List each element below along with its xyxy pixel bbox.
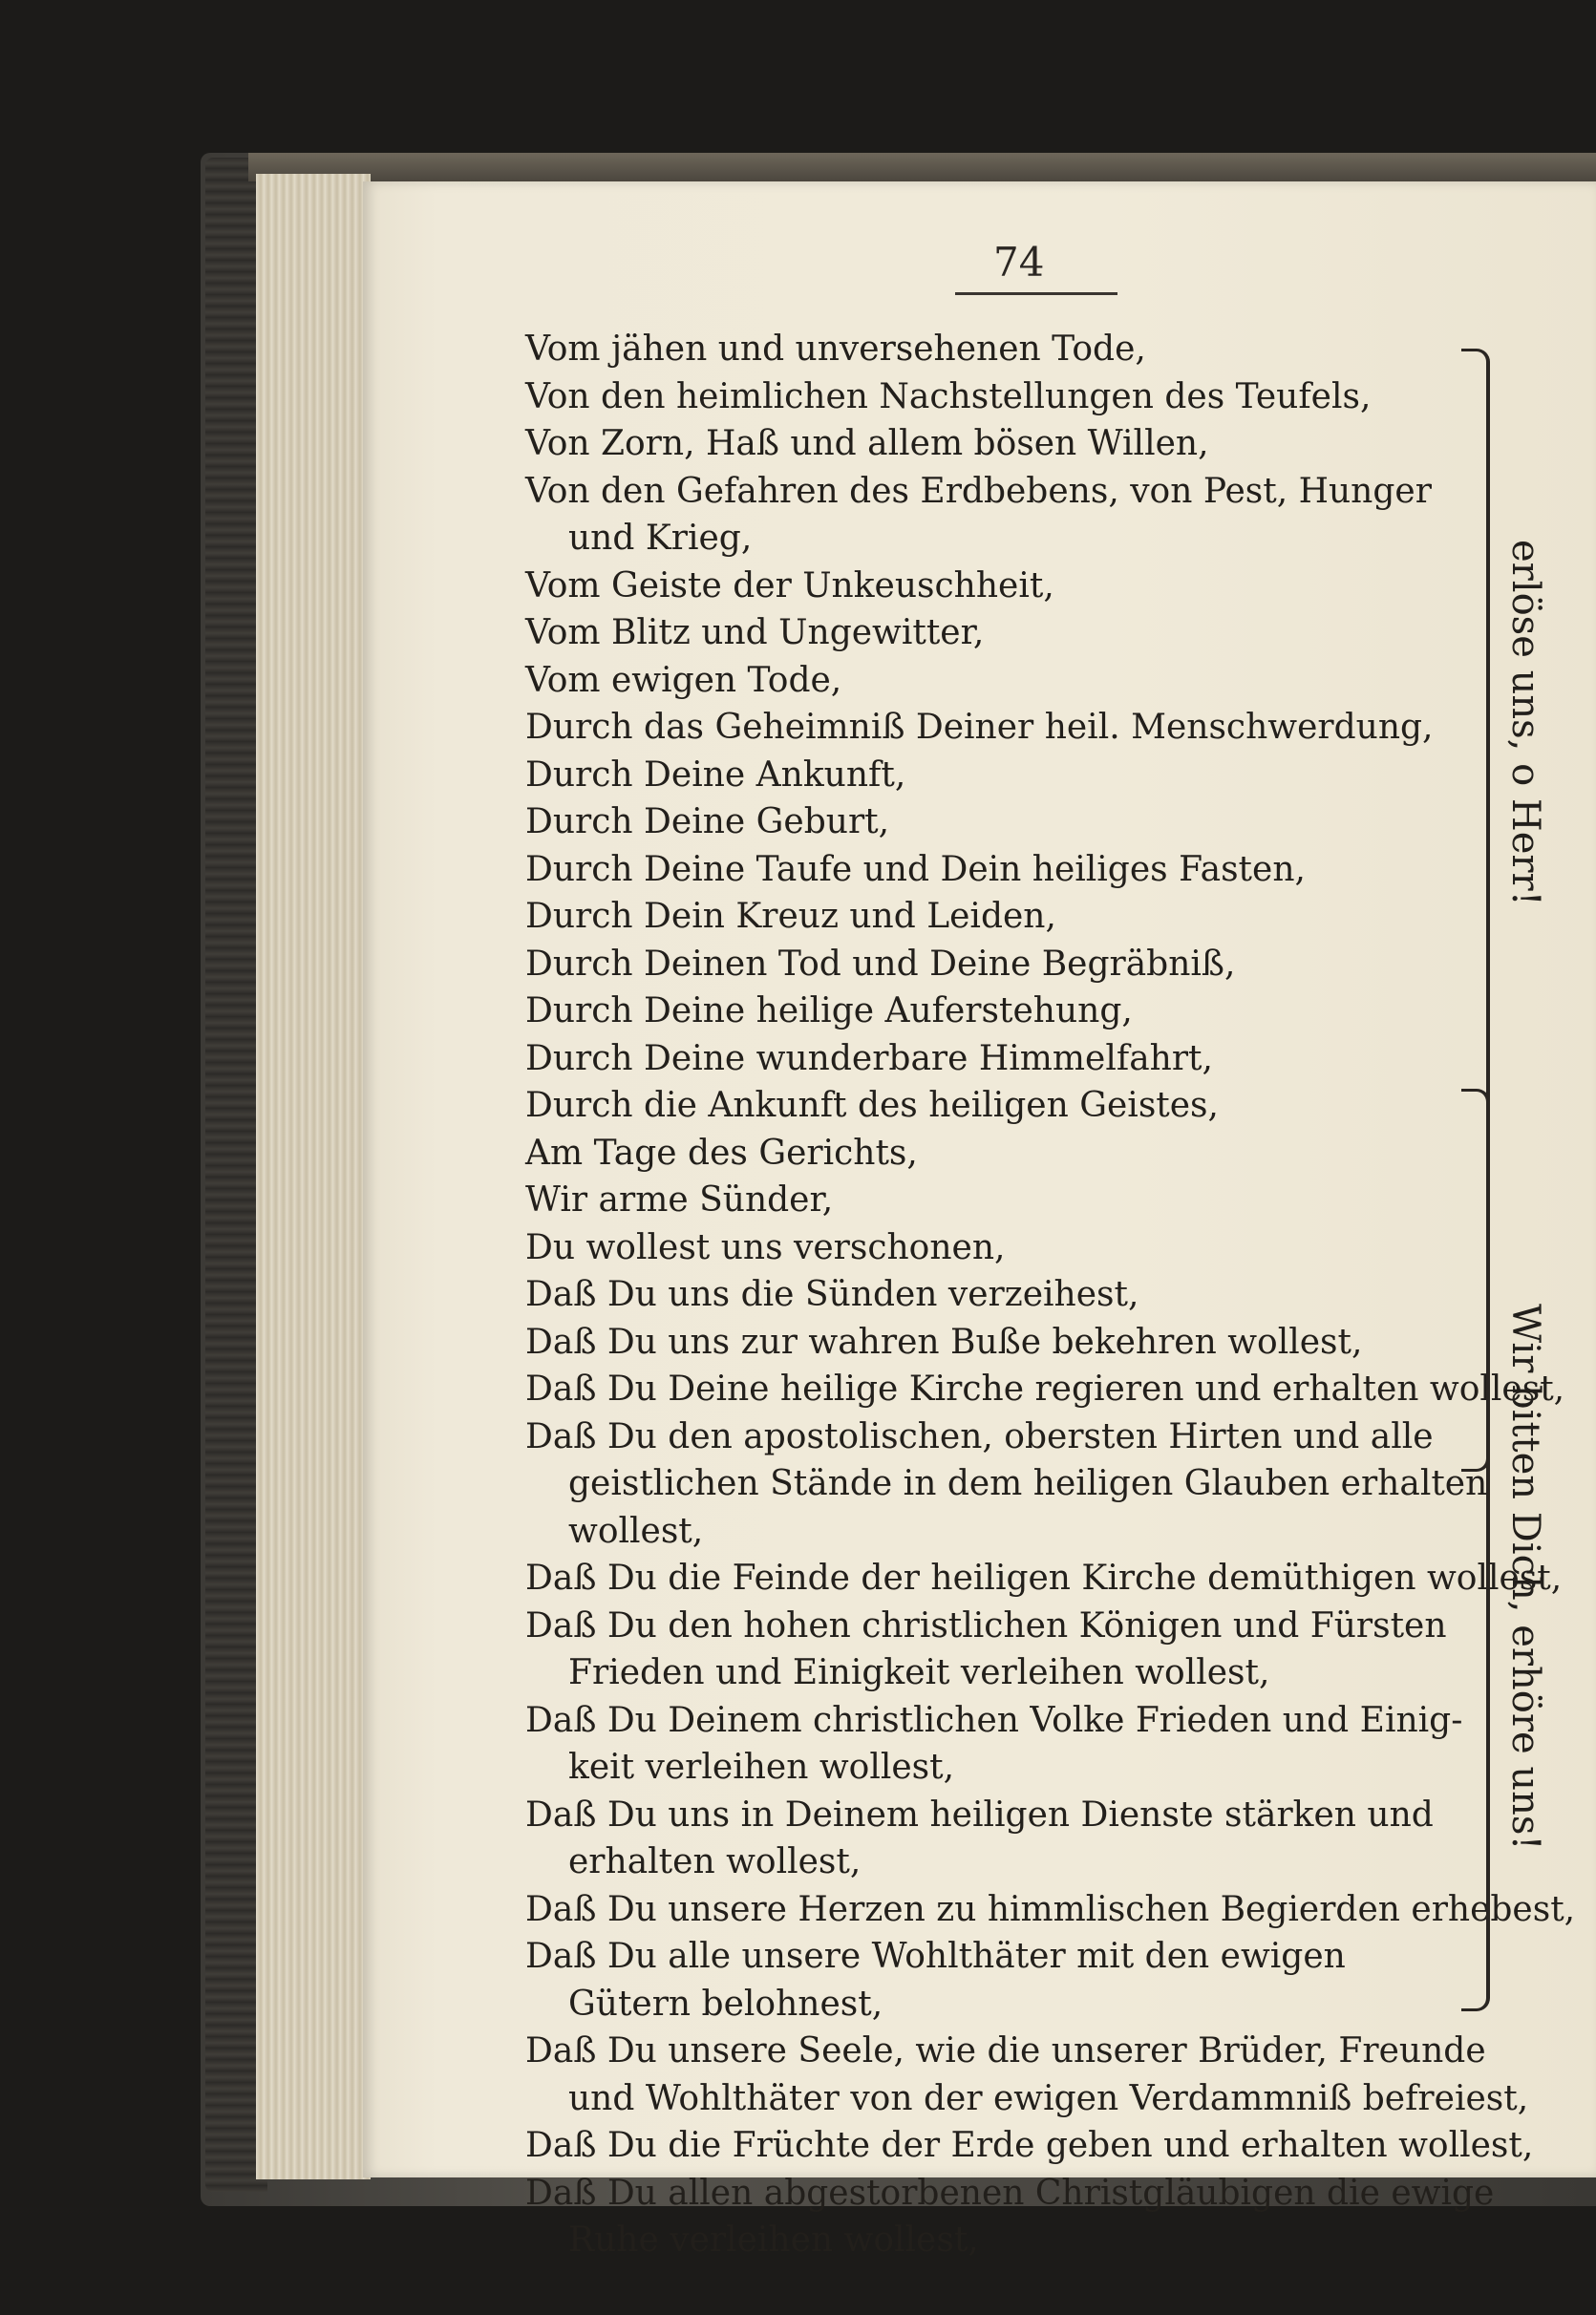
text-line: Daß Du unsere Herzen zu himmlischen Begierden erhebest, [525,1889,1576,1929]
text-line: Daß Du Deine heilige Kirche regieren und erhalten wollest, [525,1370,1565,1409]
text-line: geistlichen Stände in dem heiligen Glauben erhalten [568,1464,1488,1503]
text-line: Ruhe verleihen wollest, [568,2220,979,2260]
text-line: Daß Du alle unsere Wohlthäter mit den ewigen [525,1937,1346,1976]
text-line: Vom jähen und unversehenen Tode, [525,329,1146,369]
text-line: Daß Du den hohen christlichen Königen und Fürsten [525,1605,1447,1646]
text-line: Du wollest uns verschonen, [525,1227,1006,1267]
text-line: Daß Du Deinem christlichen Volke Frieden und Einig- [525,1700,1463,1740]
text-line: keit verleihen wollest, [568,1748,955,1787]
text-line: Durch das Geheimniß Deiner heil. Menschwerdung, [525,708,1434,747]
text-line: Am Tage des Gerichts, [525,1133,918,1173]
page-edges [256,174,371,2179]
brace-second-section [1461,1089,1490,2011]
text-line: Daß Du die Früchte der Erde geben und erhalten wollest, [525,2126,1534,2165]
text-line: Daß Du unsere Seele, wie die unserer Brüder, Freunde [525,2031,1486,2071]
text-line: Durch Dein Kreuz und Leiden, [525,897,1056,936]
text-line: Von Zorn, Haß und allem bösen Willen, [525,424,1209,463]
text-line: Von den heimlichen Nachstellungen des Teufels, [525,376,1372,416]
text-line: Vom Geiste der Unkeuschheit, [525,565,1054,605]
text-line: Durch Deinen Tod und Deine Begräbniß, [525,944,1236,984]
text-line: Von den Gefahren des Erdbebens, von Pest, Hunger [525,471,1432,511]
page-number: 74 [993,239,1045,286]
header-rule [955,292,1117,295]
side-response-first: erlöse uns, o Herr! [1503,540,1547,906]
book-cover-top-edge [248,153,1596,181]
text-line: Durch Deine Ankunft, [525,754,906,795]
text-line: erhalten wollest, [568,1842,862,1881]
text-line: Daß Du allen abgestorbenen Christgläubigen die ewige [525,2173,1495,2213]
text-line: Wir arme Sünder, [525,1180,834,1220]
text-line: und Wohlthäter von der ewigen Verdammniß befreiest, [568,2078,1529,2118]
text-line: Daß Du den apostolischen, obersten Hirten und alle [525,1416,1434,1456]
text-line: Durch Deine Taufe und Dein heiliges Fasten, [525,849,1306,889]
text-line: Durch die Ankunft des heiligen Geistes, [525,1086,1219,1125]
text-line: Vom Blitz und Ungewitter, [525,613,985,652]
text-line: Vom ewigen Tode, [525,660,842,700]
text-line: Daß Du uns die Sünden verzeihest, [525,1275,1139,1314]
text-line: Durch Deine Geburt, [525,802,890,841]
text-line: Daß Du uns zur wahren Buße bekehren wollest, [525,1322,1363,1362]
text-line: Gütern belohnest, [568,1984,883,2024]
text-line: Daß Du uns in Deinem heiligen Dienste stärken und [525,1795,1434,1835]
text-line: wollest, [568,1511,704,1551]
text-line: Durch Deine heilige Auferstehung, [525,991,1133,1030]
side-response-second: Wir bitten Dich, erhöre uns! [1503,1304,1547,1851]
text-line: und Krieg, [568,519,753,558]
text-line: Daß Du die Feinde der heiligen Kirche demüthigen wollest, [525,1559,1563,1598]
text-line: Frieden und Einigkeit verleihen wollest, [568,1653,1270,1692]
text-line: Durch Deine wunderbare Himmelfahrt, [525,1038,1213,1078]
